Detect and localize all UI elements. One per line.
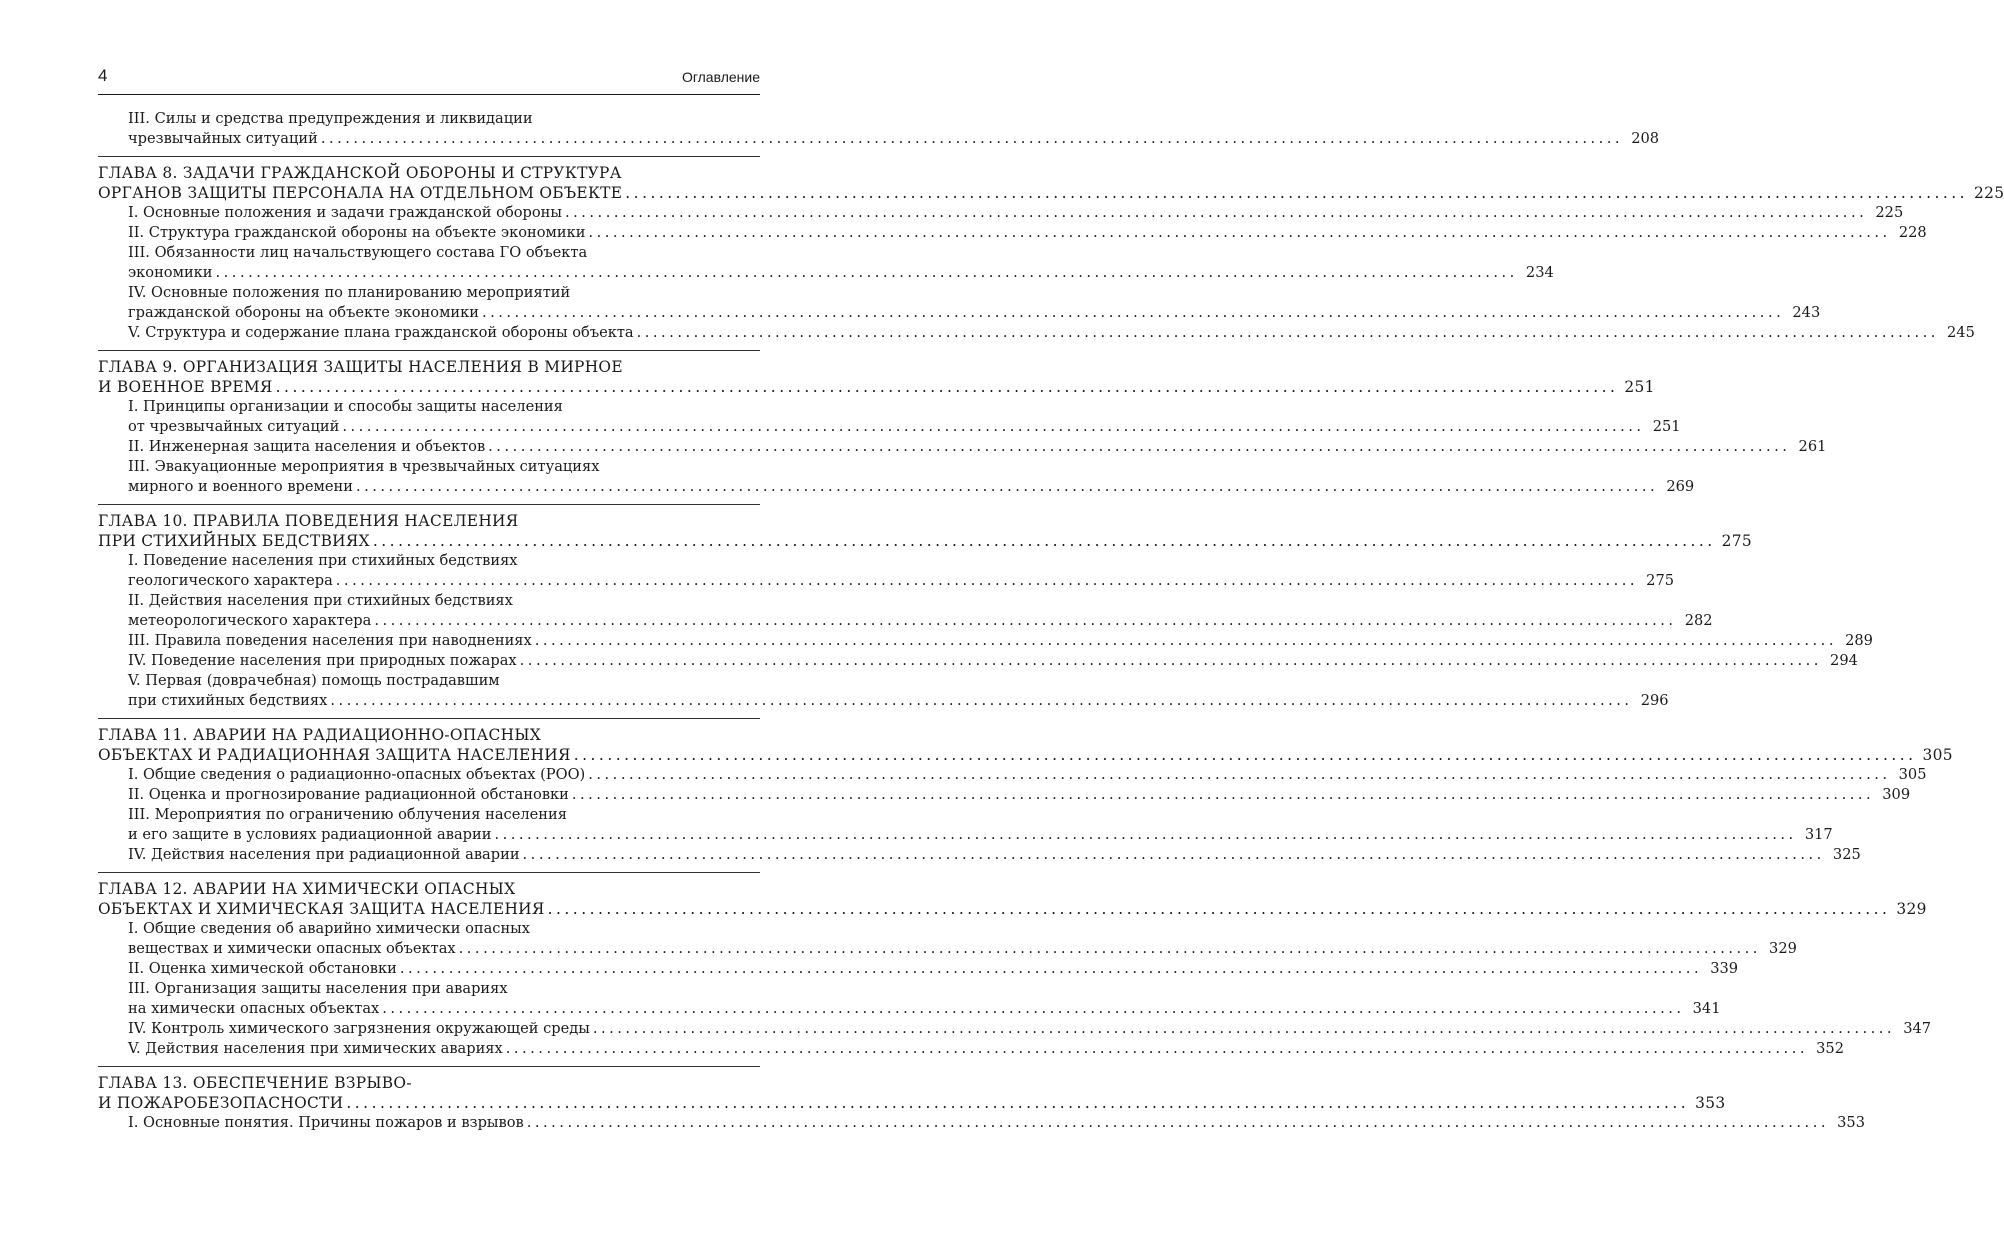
- page-ref: 243: [1792, 304, 1821, 321]
- page-ref: 275: [1646, 572, 1675, 589]
- page-ref: 341: [1692, 1000, 1721, 1017]
- page-ref: 305: [1922, 746, 1953, 764]
- dot-leader: ................................................................................................................................................................: [346, 1094, 1690, 1112]
- toc-entry: [98, 109, 1660, 149]
- entry-line: [98, 223, 1927, 243]
- entry-line: [98, 1019, 1932, 1039]
- toc-entry: [98, 437, 1827, 457]
- page-ref: 296: [1640, 692, 1669, 709]
- dot-leader: ................................................................................................................................................................: [320, 130, 1624, 147]
- entry-text: I. Общие сведения об аварийно химически опасных: [128, 920, 531, 937]
- entry-line: [98, 283, 760, 303]
- entry-text: ПРИ СТИХИЙНЫХ БЕДСТВИЯХ: [98, 532, 370, 550]
- entry-text: ГЛАВА 10. ПРАВИЛА ПОВЕДЕНИЯ НАСЕЛЕНИЯ: [98, 512, 519, 530]
- page-ref: 208: [1631, 130, 1660, 147]
- entry-text: III. Эвакуационные мероприятия в чрезвычайных ситуациях: [128, 458, 600, 475]
- toc-entry: [98, 979, 1721, 1019]
- entry-line: [98, 437, 1827, 457]
- entry-text: III. Правила поведения населения при наводнениях: [128, 632, 532, 649]
- entry-text: экономики: [128, 264, 213, 281]
- chapter-title-line: [98, 1073, 760, 1093]
- dot-leader: ................................................................................................................................................................: [636, 324, 1939, 341]
- entry-line: [98, 591, 760, 611]
- dot-leader: ................................................................................................................................................................: [399, 960, 1703, 977]
- entry-line: [98, 939, 1797, 959]
- page-ref: 234: [1525, 264, 1554, 281]
- toc-entry: [98, 203, 1904, 223]
- chapter-title-line: [98, 531, 1752, 551]
- entry-line: [98, 999, 1721, 1019]
- page-ref: 305: [1898, 766, 1927, 783]
- toc-chapter: [98, 1066, 1865, 1140]
- toc-chapter: [98, 156, 2004, 350]
- dot-leader: ................................................................................................................................................................: [526, 1114, 1829, 1131]
- entry-text: V. Структура и содержание плана гражданской обороны объекта: [128, 324, 634, 341]
- entry-text: от чрезвычайных ситуаций: [128, 418, 340, 435]
- entry-line: [98, 785, 1911, 805]
- entry-text: II. Оценка и прогнозирование радиационной обстановки: [128, 786, 569, 803]
- entry-line: [98, 691, 1669, 711]
- toc-entry: [98, 1019, 1932, 1039]
- toc-entry: [98, 457, 1695, 497]
- chapter-title-line: [98, 725, 760, 745]
- dot-leader: ................................................................................................................................................................: [458, 940, 1761, 957]
- entry-line: [98, 323, 1975, 343]
- page-ref: 325: [1832, 846, 1861, 863]
- entry-text: ОБЪЕКТАХ И РАДИАЦИОННАЯ ЗАЩИТА НАСЕЛЕНИЯ: [98, 746, 571, 764]
- page-ref: 339: [1710, 960, 1739, 977]
- toc-entry: [98, 1039, 1844, 1059]
- toc-entry: [98, 223, 1927, 243]
- chapter-title: [98, 511, 1752, 551]
- toc-entry: [98, 1113, 1865, 1133]
- toc-chapter: [98, 109, 1660, 156]
- page-ref: 251: [1652, 418, 1681, 435]
- page-ref: 275: [1721, 532, 1752, 550]
- chapter-title: [98, 1073, 1726, 1113]
- dot-leader: ................................................................................................................................................................: [588, 224, 1891, 241]
- page-ref: 353: [1695, 1094, 1726, 1112]
- dot-leader: ................................................................................................................................................................: [505, 1040, 1808, 1057]
- dot-leader: ................................................................................................................................................................: [382, 1000, 1685, 1017]
- toc-entry: [98, 397, 1681, 437]
- chapter-title-line: [98, 899, 1927, 919]
- page-ref: 347: [1903, 1020, 1932, 1037]
- entry-text: геологического характера: [128, 572, 333, 589]
- toc-entry: [98, 631, 1873, 651]
- page-ref: 245: [1947, 324, 1975, 341]
- entry-line: [98, 1113, 1865, 1133]
- toc-chapter: [98, 350, 1827, 504]
- entry-line: [98, 457, 760, 477]
- toc-chapter: [98, 872, 1932, 1066]
- page-number: 4: [98, 66, 108, 85]
- dot-leader: ................................................................................................................................................................: [592, 1020, 1896, 1037]
- entry-text: ГЛАВА 9. ОРГАНИЗАЦИЯ ЗАЩИТЫ НАСЕЛЕНИЯ В МИРНОЕ: [98, 358, 623, 376]
- dot-leader: ................................................................................................................................................................: [519, 652, 1822, 669]
- entry-text: IV. Действия населения при радиационной аварии: [128, 846, 520, 863]
- entry-line: [98, 571, 1675, 591]
- dot-leader: ................................................................................................................................................................: [588, 766, 1891, 783]
- entry-line: [98, 765, 1927, 785]
- dot-leader: ................................................................................................................................................................: [342, 418, 1645, 435]
- page-ref: 251: [1624, 378, 1655, 396]
- dot-leader: ................................................................................................................................................................: [275, 378, 1619, 396]
- entry-line: [98, 845, 1861, 865]
- entry-text: IV. Основные положения по планированию мероприятий: [128, 284, 571, 301]
- page-ref: 282: [1684, 612, 1713, 629]
- page-ref: 294: [1830, 652, 1858, 669]
- running-title: Оглавление: [681, 69, 760, 85]
- entry-text: ОБЪЕКТАХ И ХИМИЧЕСКАЯ ЗАЩИТА НАСЕЛЕНИЯ: [98, 900, 545, 918]
- dot-leader: ................................................................................................................................................................: [547, 900, 1891, 918]
- toc-entry: [98, 805, 1833, 845]
- entry-line: [98, 805, 760, 825]
- page-ref: 269: [1666, 478, 1695, 495]
- dot-leader: ................................................................................................................................................................: [522, 846, 1825, 863]
- page-ref: 329: [1896, 900, 1927, 918]
- chapter-title-line: [98, 377, 1655, 397]
- page-ref: 317: [1804, 826, 1833, 843]
- entry-text: II. Действия населения при стихийных бедствиях: [128, 592, 513, 609]
- entry-line: [98, 959, 1739, 979]
- entry-text: ОРГАНОВ ЗАЩИТЫ ПЕРСОНАЛА НА ОТДЕЛЬНОМ ОБЪЕКТЕ: [98, 184, 623, 202]
- book-page: [98, 66, 2004, 1140]
- entry-text: и его защите в условиях радиационной аварии: [128, 826, 492, 843]
- entry-line: [98, 477, 1695, 497]
- entry-text: на химически опасных объектах: [128, 1000, 380, 1017]
- entry-text: при стихийных бедствиях: [128, 692, 328, 709]
- entry-text: I. Поведение населения при стихийных бедствиях: [128, 552, 518, 569]
- entry-line: [98, 203, 1904, 223]
- entry-text: веществах и химически опасных объектах: [128, 940, 456, 957]
- entry-line: [98, 919, 760, 939]
- entry-text: I. Основные положения и задачи гражданской обороны: [128, 204, 562, 221]
- entry-line: [98, 651, 1858, 671]
- entry-text: V. Действия населения при химических авариях: [128, 1040, 503, 1057]
- entry-text: ГЛАВА 13. ОБЕСПЕЧЕНИЕ ВЗРЫВО-: [98, 1074, 412, 1092]
- entry-text: IV. Поведение населения при природных пожарах: [128, 652, 517, 669]
- entry-text: И ПОЖАРОБЕЗОПАСНОСТИ: [98, 1094, 344, 1112]
- entry-line: [98, 417, 1681, 437]
- toc-entry: [98, 845, 1861, 865]
- entry-line: [98, 671, 760, 691]
- entry-text: И ВОЕННОЕ ВРЕМЯ: [98, 378, 273, 396]
- chapter-title-line: [98, 163, 760, 183]
- entry-text: III. Мероприятия по ограничению облучения населения: [128, 806, 567, 823]
- dot-leader: ................................................................................................................................................................: [330, 692, 1633, 709]
- page-ref: 225: [1974, 184, 2004, 202]
- chapter-title: [98, 163, 2004, 203]
- entry-line: [98, 551, 760, 571]
- entry-text: III. Обязанности лиц начальствующего состава ГО объекта: [128, 244, 588, 261]
- entry-text: ГЛАВА 12. АВАРИИ НА ХИМИЧЕСКИ ОПАСНЫХ: [98, 880, 516, 898]
- table-of-contents: [98, 109, 2004, 1140]
- entry-line: [98, 825, 1833, 845]
- entry-line: [98, 109, 760, 129]
- dot-leader: ................................................................................................................................................................: [488, 438, 1791, 455]
- toc-entry: [98, 551, 1675, 591]
- page-ref: 352: [1816, 1040, 1844, 1057]
- entry-text: V. Первая (доврачебная) помощь пострадавшим: [128, 672, 500, 689]
- entry-text: ГЛАВА 8. ЗАДАЧИ ГРАЖДАНСКОЙ ОБОРОНЫ И СТРУКТУРА: [98, 164, 622, 182]
- dot-leader: ................................................................................................................................................................: [494, 826, 1797, 843]
- toc-entry: [98, 765, 1927, 785]
- toc-entry: [98, 651, 1858, 671]
- chapter-title-line: [98, 511, 760, 531]
- entry-line: [98, 631, 1873, 651]
- dot-leader: ................................................................................................................................................................: [372, 532, 1716, 550]
- toc-entry: [98, 243, 1554, 283]
- chapter-title: [98, 879, 1927, 919]
- page-header: [98, 66, 760, 95]
- dot-leader: ................................................................................................................................................................: [215, 264, 1518, 281]
- toc-chapter: [98, 504, 1873, 718]
- dot-leader: ................................................................................................................................................................: [335, 572, 1639, 589]
- entry-text: III. Силы и средства предупреждения и ликвидации: [128, 110, 533, 127]
- entry-text: II. Оценка химической обстановки: [128, 960, 397, 977]
- entry-text: III. Организация защиты населения при авариях: [128, 980, 508, 997]
- chapter-title-line: [98, 745, 1953, 765]
- entry-line: [98, 263, 1554, 283]
- entry-line: [98, 979, 760, 999]
- entry-line: [98, 1039, 1844, 1059]
- chapter-title-line: [98, 1093, 1726, 1113]
- dot-leader: ................................................................................................................................................................: [573, 746, 1917, 764]
- dot-leader: ................................................................................................................................................................: [565, 204, 1868, 221]
- dot-leader: ................................................................................................................................................................: [571, 786, 1875, 803]
- toc-entry: [98, 323, 1975, 343]
- toc-entry: [98, 283, 1821, 323]
- page-ref: 225: [1875, 204, 1904, 221]
- entry-text: I. Основные понятия. Причины пожаров и взрывов: [128, 1114, 524, 1131]
- page-ref: 289: [1845, 632, 1873, 649]
- chapter-title-line: [98, 357, 760, 377]
- entry-text: гражданской обороны на объекте экономики: [128, 304, 479, 321]
- entry-line: [98, 129, 1660, 149]
- toc-chapter: [98, 718, 1953, 872]
- dot-leader: ................................................................................................................................................................: [534, 632, 1837, 649]
- entry-text: II. Структура гражданской обороны на объекте экономики: [128, 224, 586, 241]
- dot-leader: ................................................................................................................................................................: [374, 612, 1677, 629]
- entry-line: [98, 303, 1821, 323]
- entry-text: IV. Контроль химического загрязнения окружающей среды: [128, 1020, 590, 1037]
- dot-leader: ................................................................................................................................................................: [355, 478, 1659, 495]
- entry-text: чрезвычайных ситуаций: [128, 130, 318, 147]
- chapter-title: [98, 357, 1655, 397]
- toc-entry: [98, 785, 1911, 805]
- toc-entry: [98, 591, 1713, 631]
- dot-leader: ................................................................................................................................................................: [482, 304, 1785, 321]
- toc-entry: [98, 671, 1669, 711]
- page-ref: 329: [1769, 940, 1797, 957]
- entry-text: метеорологического характера: [128, 612, 372, 629]
- page-ref: 261: [1798, 438, 1827, 455]
- entry-text: ГЛАВА 11. АВАРИИ НА РАДИАЦИОННО-ОПАСНЫХ: [98, 726, 542, 744]
- entry-text: I. Общие сведения о радиационно-опасных объектах (РОО): [128, 766, 586, 783]
- toc-entry: [98, 919, 1797, 959]
- page-ref: 309: [1882, 786, 1911, 803]
- entry-text: I. Принципы организации и способы защиты населения: [128, 398, 563, 415]
- chapter-title-line: [98, 879, 760, 899]
- entry-line: [98, 397, 760, 417]
- entry-text: II. Инженерная защита населения и объектов: [128, 438, 486, 455]
- dot-leader: ................................................................................................................................................................: [625, 184, 1969, 202]
- page-ref: 228: [1898, 224, 1927, 241]
- chapter-title-line: [98, 183, 2004, 203]
- toc-entry: [98, 959, 1739, 979]
- entry-text: мирного и военного времени: [128, 478, 353, 495]
- page-ref: 353: [1837, 1114, 1865, 1131]
- entry-line: [98, 243, 760, 263]
- entry-line: [98, 611, 1713, 631]
- chapter-title: [98, 725, 1953, 765]
